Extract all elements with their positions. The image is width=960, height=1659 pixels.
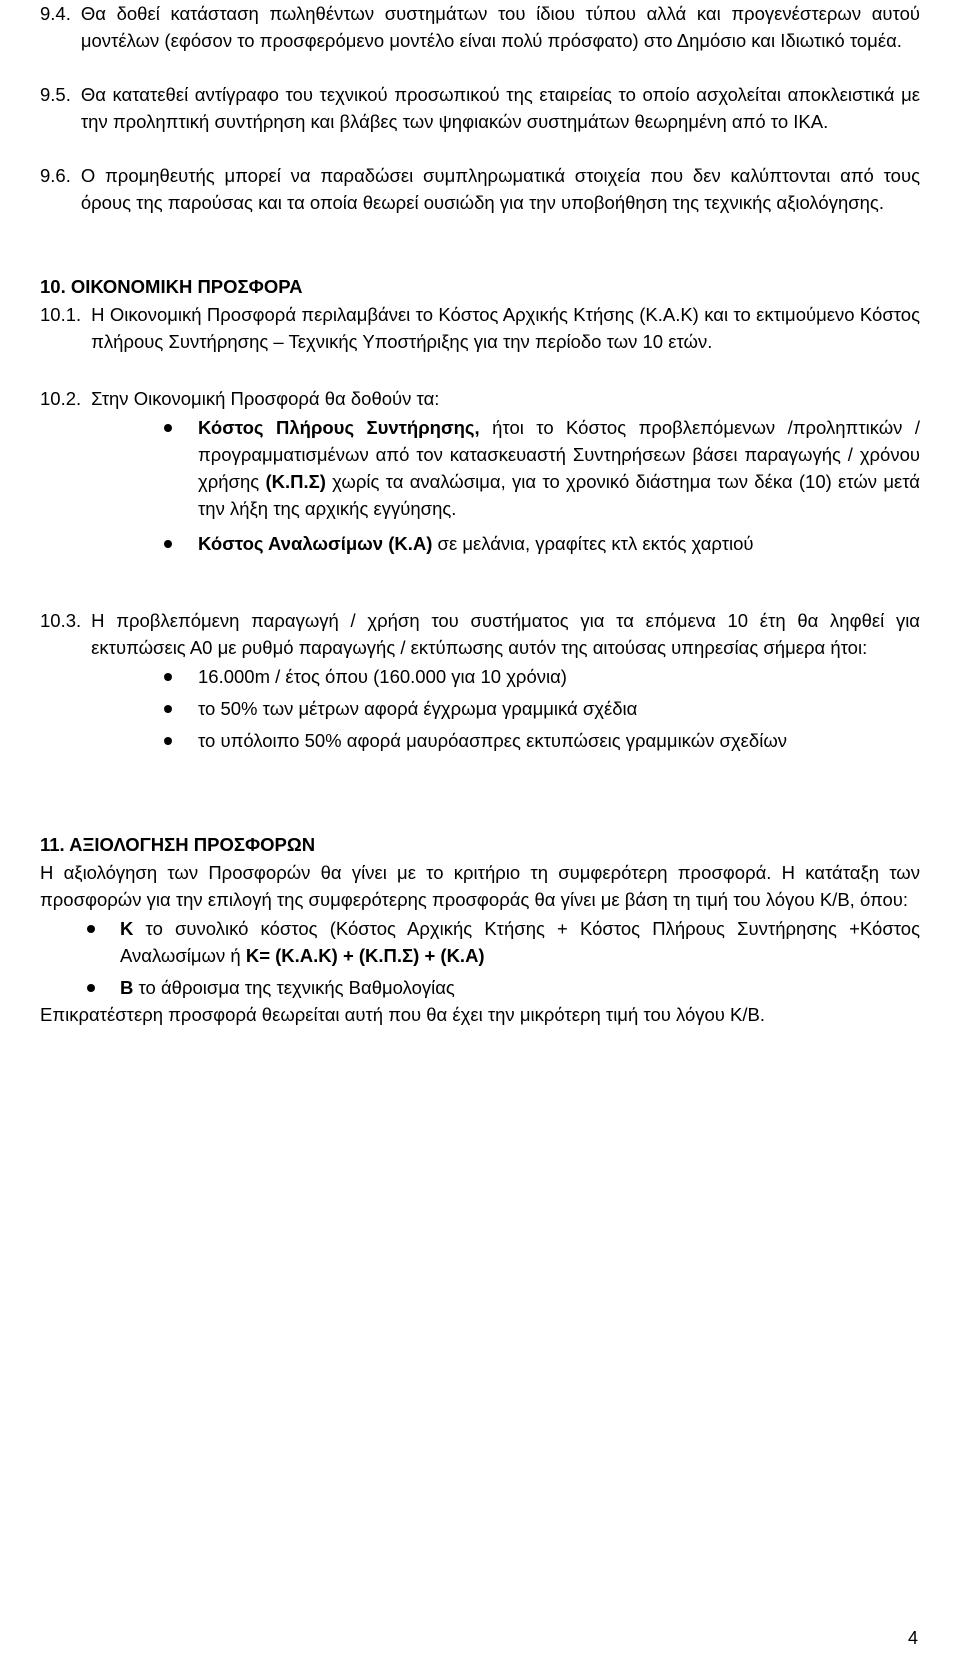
section-heading-10: 10. ΟΙΚΟΝΟΜΙΚΗ ΠΡΟΣΦΟΡΑ xyxy=(40,276,303,297)
item-bold: Κόστος Πλήρους Συντήρησης, xyxy=(198,417,480,438)
item-text: 16.000m / έτος όπου (160.000 για 10 χρόνια) xyxy=(198,666,567,687)
section-heading-11: 11. ΑΞΙΟΛΟΓΗΣΗ ΠΡΟΣΦΟΡΩΝ xyxy=(40,834,316,855)
item-bold: Β xyxy=(120,977,134,998)
list-item xyxy=(40,727,920,754)
paragraph-10-3 xyxy=(40,607,920,754)
bullet-icon xyxy=(87,925,95,933)
paragraph-9-6 xyxy=(40,162,920,216)
list-item xyxy=(40,974,920,1001)
item-bold-2: (Κ.Π.Σ) xyxy=(265,471,326,492)
bullet-icon xyxy=(164,540,172,548)
para-number: 10.1. xyxy=(40,304,82,325)
para-number: 10.2. xyxy=(40,388,82,409)
para-text: Θα κατατεθεί αντίγραφο του τεχνικού προσωπικού της εταιρείας το οποίο ασχολείται αποκλειστικά με την προληπτική συντήρηση και βλάβες των ψηφιακών συστημάτων θεωρημένη από το ΙΚΑ. xyxy=(80,84,920,132)
item-text-2: χωρίς τα αναλώσιμα, για το χρονικό διάστημα των δέκα (10) ετών μετά την λήξη της αρχικής εγγύησης. xyxy=(198,471,920,519)
para-text: Η προβλεπόμενη παραγωγή / χρήση του συστήματος για τα επόμενα 10 έτη θα ληφθεί για εκτυπώσεις Α0 με ρυθμό παραγωγής / εκτύπωσης αυτόν της αιτούσας υπηρεσίας σήμερα ήτοι: xyxy=(91,610,920,658)
para-text: Ο προμηθευτής μπορεί να παραδώσει συμπληρωματικά στοιχεία που δεν καλύπτονται από τους όρους της παρούσας και τα οποία θεωρεί ουσιώδη για την υποβοήθηση της τεχνικής αξιολόγησης. xyxy=(80,165,920,213)
item-text: το 50% των μέτρων αφορά έγχρωμα γραμμικά σχέδια xyxy=(198,698,638,719)
bullet-icon xyxy=(164,673,172,681)
list-item xyxy=(40,414,920,522)
bullet-icon xyxy=(164,737,172,745)
item-text: σε μελάνια, γραφίτες κτλ εκτός χαρτιού xyxy=(432,533,754,554)
item-text: το άθροισμα της τεχνικής Βαθμολογίας xyxy=(133,977,455,998)
production-list xyxy=(40,663,920,754)
cost-list xyxy=(40,414,920,557)
para-number: 10.3. xyxy=(40,610,82,631)
paragraph-9-4 xyxy=(40,0,920,54)
para-text: Στην Οικονομική Προσφορά θα δοθούν τα: xyxy=(91,388,440,409)
paragraph-11-conclusion: Επικρατέστερη προσφορά θεωρείται αυτή που θα έχει την μικρότερη τιμή του λόγου Κ/Β. xyxy=(40,1004,766,1025)
para-number: 9.5. xyxy=(40,84,71,105)
item-text: το συνολικό κόστος (Κόστος Αρχικής Κτήσης + Κόστος Πλήρους Συντήρησης +Κόστος Αναλωσίμων ή xyxy=(120,918,920,966)
para-text: Η Οικονομική Προσφορά περιλαμβάνει το Κόστος Αρχικής Κτήσης (Κ.Α.Κ) και το εκτιμούμενο Κόστος πλήρους Συντήρησης – Τεχνικής Υποστήριξης για την περίοδο των 10 ετών. xyxy=(91,304,920,352)
paragraph-11-intro: Η αξιολόγηση των Προσφορών θα γίνει με το κριτήριο τη συμφερότερη προσφορά. Η κατάταξη των προσφορών για την επιλογή της συμφερότερης προσφοράς θα γίνει με βάση τη τιμή του λόγου Κ/Β, όπου: xyxy=(40,862,920,910)
item-text: το υπόλοιπο 50% αφορά μαυρόασπρες εκτυπώσεις γραμμικών σχεδίων xyxy=(198,730,788,751)
paragraph-10-2 xyxy=(40,385,920,557)
para-number: 9.4. xyxy=(40,3,71,24)
paragraph-9-5 xyxy=(40,81,920,135)
list-item xyxy=(40,663,920,690)
page-number: 4 xyxy=(907,1628,918,1648)
item-text: ήτοι το Κόστος προβλεπόμενων /προληπτικών / προγραμματισμένων από τον κατασκευαστή Συντηρήσεων βάσει παραγωγής / χρόνου χρήσης xyxy=(198,417,920,492)
para-number: 9.6. xyxy=(40,165,71,186)
bullet-icon xyxy=(164,705,172,713)
list-item xyxy=(40,530,920,557)
list-item xyxy=(40,695,920,722)
item-bold: Κόστος Αναλωσίμων (Κ.Α) xyxy=(198,533,433,554)
formula-list xyxy=(40,915,920,1001)
paragraph-10-1 xyxy=(40,301,920,355)
item-bold-2: Κ= (Κ.Α.Κ) + (Κ.Π.Σ) + (Κ.Α) xyxy=(245,945,485,966)
section-11-body xyxy=(40,859,920,1028)
bullet-icon xyxy=(164,424,172,432)
item-bold: Κ xyxy=(120,918,134,939)
bullet-icon xyxy=(87,984,95,992)
list-item xyxy=(40,915,920,969)
para-text: Θα δοθεί κατάσταση πωληθέντων συστημάτων του ίδιου τύπου αλλά και προγενέστερων αυτού μοντέλων (εφόσον το προσφερόμενο μοντέλο είναι πολύ πρόσφατο) στο Δημόσιο και Ιδιωτικό τομέα. xyxy=(80,3,920,51)
